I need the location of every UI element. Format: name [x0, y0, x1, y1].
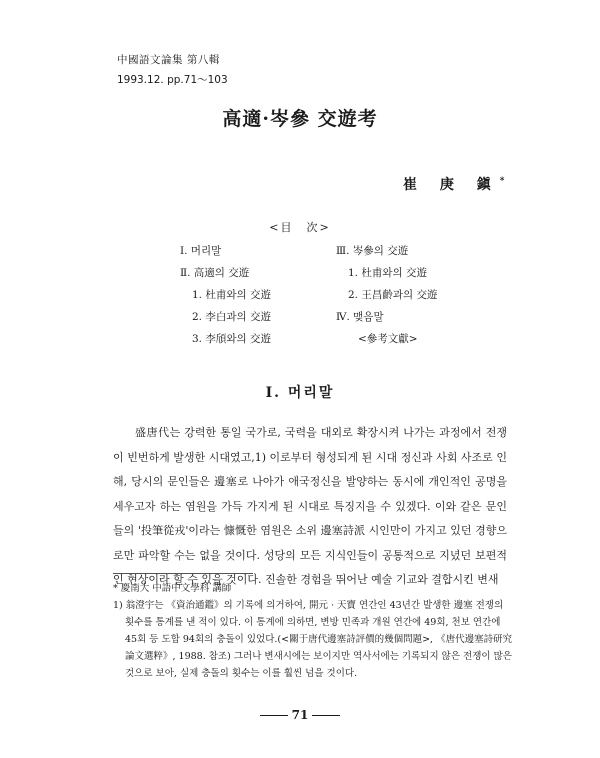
footnotes: [113, 580, 513, 682]
body-text: [113, 421, 507, 593]
page-number-value: 71: [291, 708, 309, 722]
section-title: Ⅰ. 머리말: [265, 385, 335, 401]
toc-item: Ⅰ. 머리말: [180, 245, 222, 257]
page-number-dash-left: [260, 715, 288, 716]
toc-heading: <目 次>: [269, 221, 331, 234]
author-name: 崔 庚 鎭: [403, 177, 500, 193]
toc-item: Ⅳ. 맺음말: [336, 311, 384, 323]
toc-item: Ⅲ. 岑參의 交遊: [336, 245, 409, 257]
toc-item: 1. 杜甫와의 交遊: [192, 289, 271, 301]
toc-left-column: [180, 240, 271, 350]
footnote-affiliation: * 慶南大 中語中文學科 講師: [113, 583, 232, 594]
author: [403, 174, 504, 194]
body-paragraph: 盛唐代는 강력한 통일 국가로, 국력을 대외로 확장시켜 나가는 과정에서 전쟁이 빈번하게 발생한 시대였고,1) 이로부터 형성되게 된 시대 정신과 사회 사조로 인해, 당시의 문인들은 邊塞로 나아가 애국정신을 발양하는 동시에 개인적인 공명을 세우고자 하는 염원을 가득 가지게 된 시대로 특징지을 수 있겠다. 이와 같은 문인들의 '投筆從戎'이라는 慷慨한 염원은 소위 邊塞詩派 시인만이 가지고 있던 경향으로만 파악할 수는 없을 것이다. 성당의 모든 지식인들이 공통적으로 지녔던 보편적인 현상이라 할 수 있을 것이다. 진솔한 경험을 뛰어난 예술 기교와 결합시킨 변새: [113, 426, 507, 586]
toc-item: 2. 王昌齡과의 交遊: [348, 289, 438, 301]
toc-right-column: [336, 240, 437, 350]
toc-item: 3. 李頎와의 交遊: [192, 333, 271, 345]
toc-item: Ⅱ. 高適의 交遊: [180, 267, 250, 279]
article-title: 高適·岑參 交遊考: [222, 108, 378, 130]
toc-item: 2. 李白과의 交遊: [192, 311, 271, 323]
author-footnote-mark: *: [499, 176, 505, 187]
footnote-1: 1) 翁澄宇는 《資治通鑑》의 기록에 의거하여, 開元 · 天寶 연간인 43년간 발생한 邊塞 전쟁의 횟수를 통계를 낸 적이 있다. 이 통계에 의하면, 변방 민족과 개원 연간에 49회, 천보 연간에 45회 등 도합 94회의 충돌이 있었다.(<關于唐代邊塞詩評價的幾個問題>, 《唐代邊塞詩研究論文選粹》, 1988. 참조) 그러나 변새시에는 보이지만 역사서에는 기록되지 않은 전쟁이 많은 것으로 보아, 실제 충돌의 횟수는 이를 훨씬 넘을 것이다.: [113, 600, 513, 679]
journal-name: 中國語文論集 第八輯: [117, 54, 220, 66]
toc-item: 1. 杜甫와의 交遊: [348, 267, 427, 279]
toc-item: <參考文獻>: [358, 333, 418, 345]
citation-info: 1993.12. pp.71～103: [117, 74, 228, 86]
page-number-dash-right: [312, 715, 340, 716]
page-number: [0, 708, 600, 722]
footnote-divider: [113, 573, 253, 574]
